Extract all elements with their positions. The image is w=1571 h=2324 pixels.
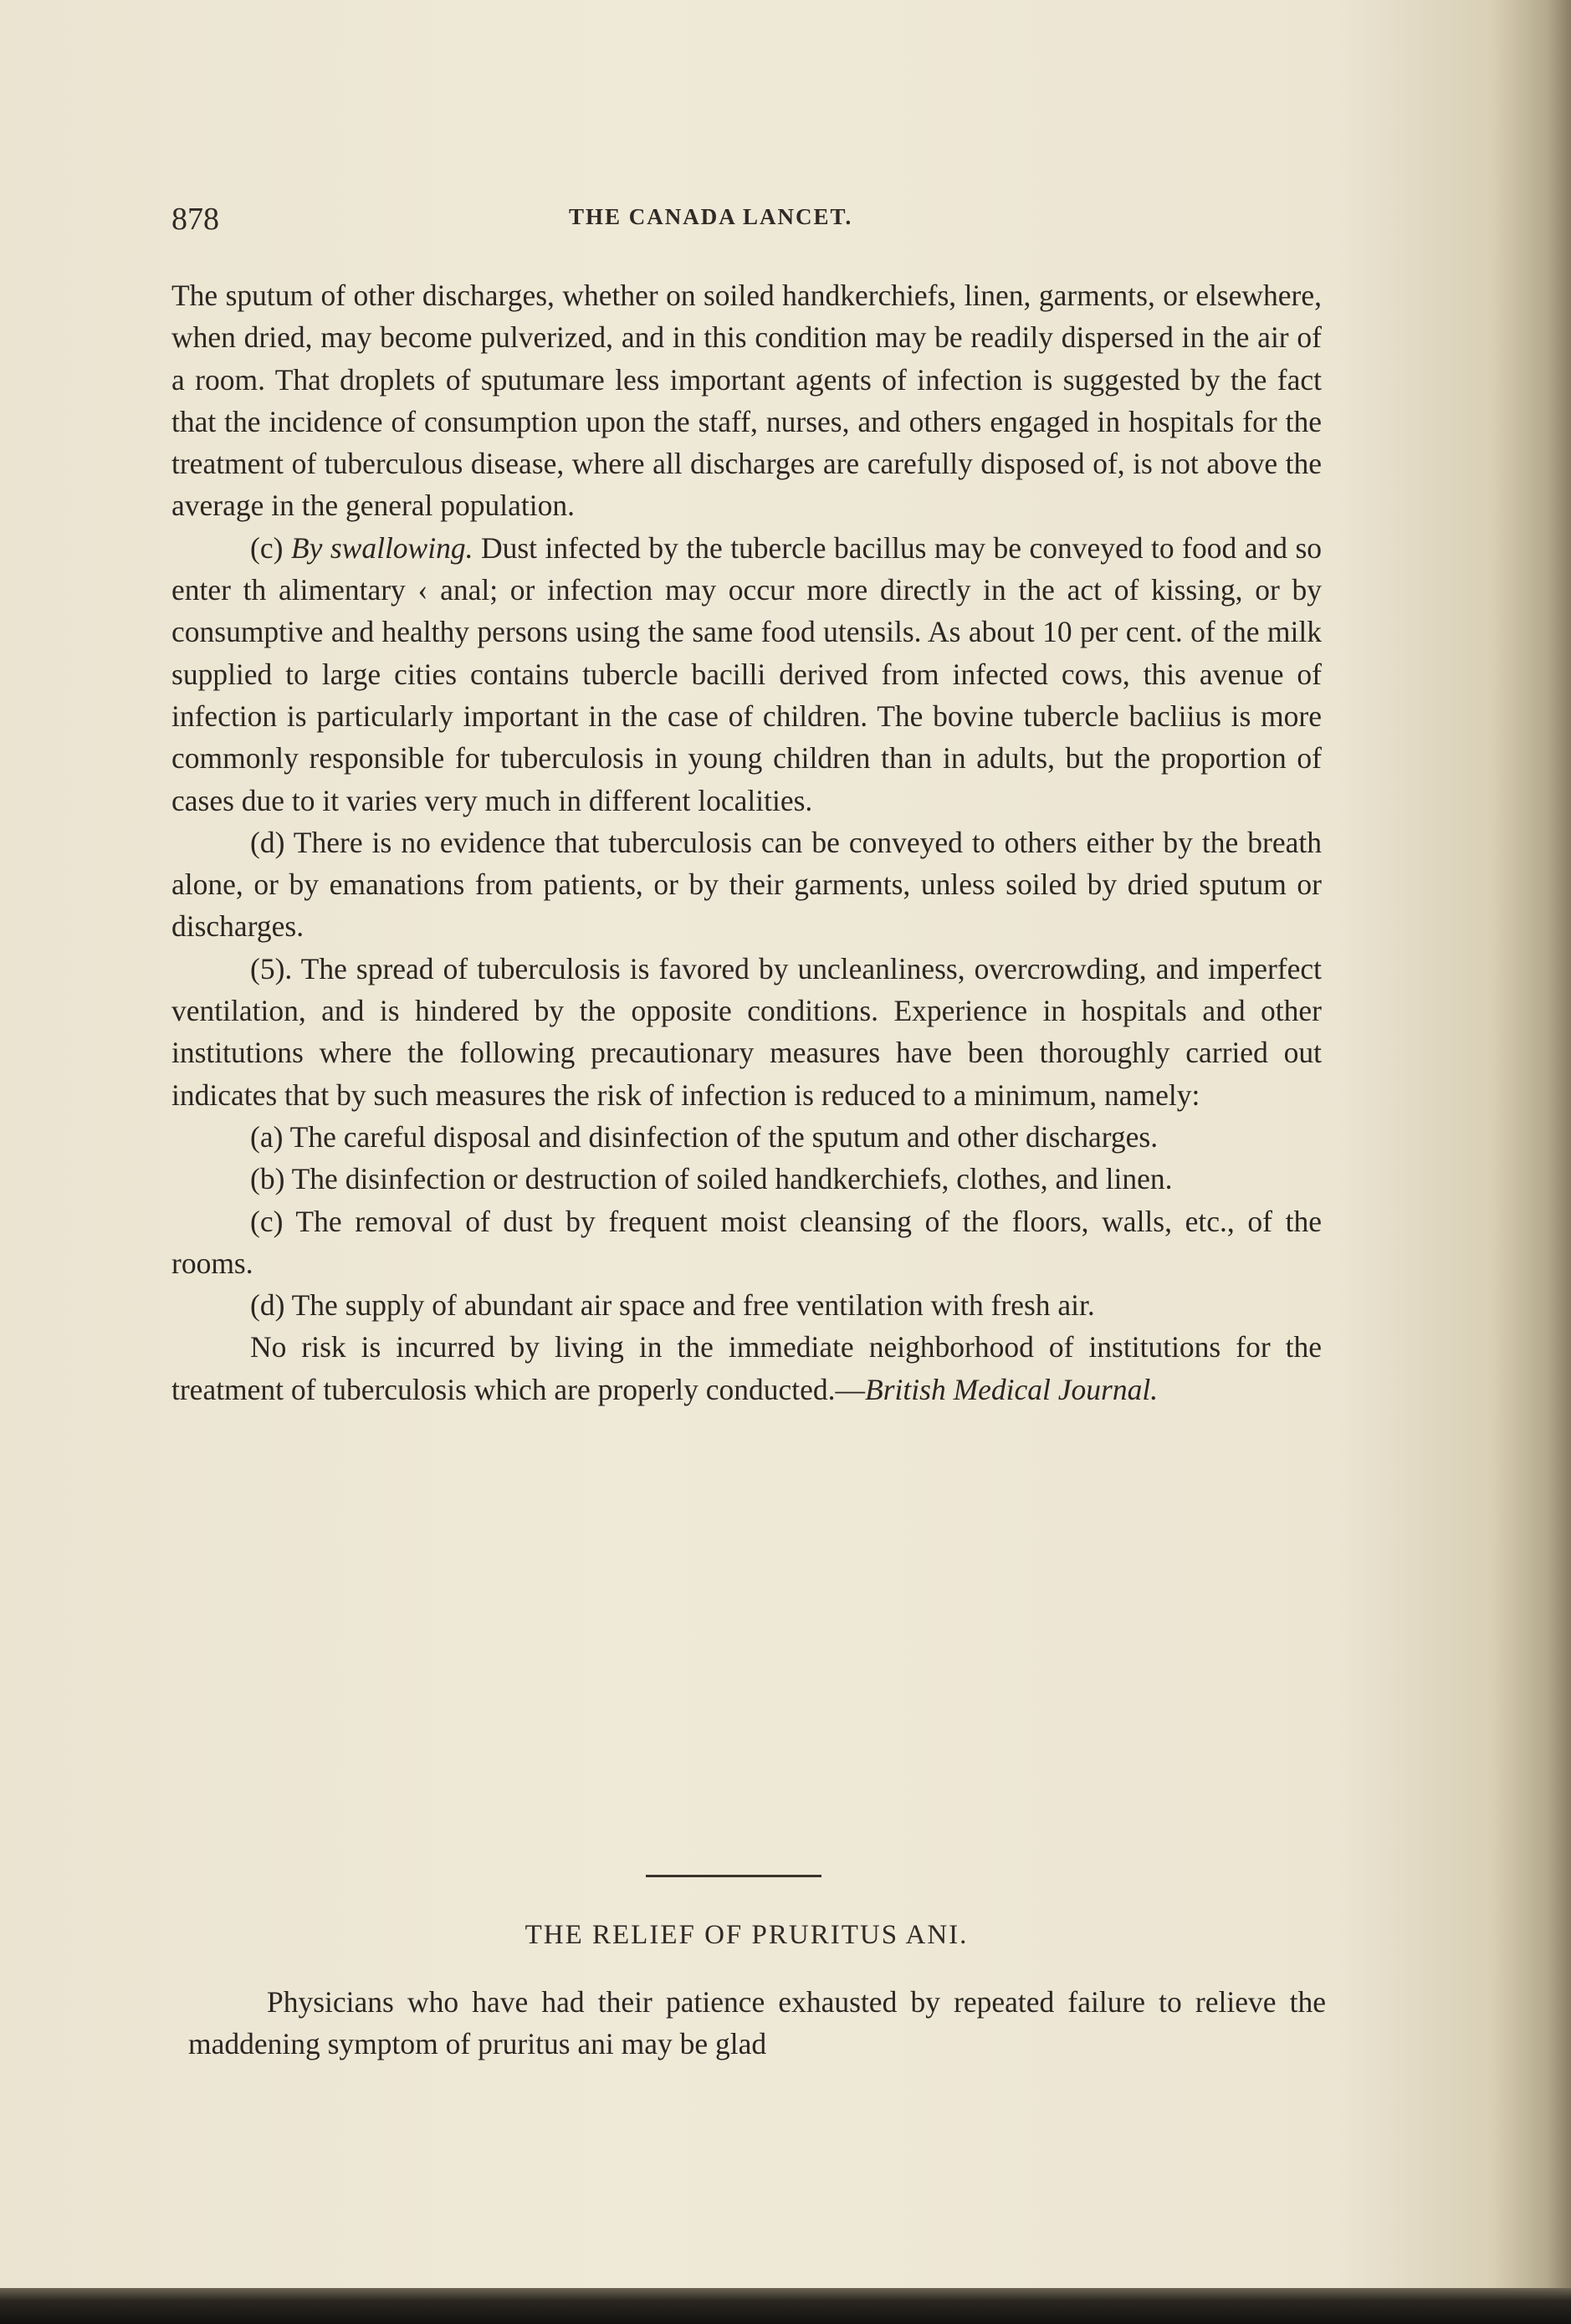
page-bottom-edge <box>0 2288 1571 2324</box>
list-item-disposal: (a) The careful disposal and disinfection of the sputum and other discharges. <box>250 1119 1159 1154</box>
page-number: 878 <box>171 202 219 237</box>
paragraph-physicians: Physicians who have had their patience exhausted by repeated failure to relieve the maddening symptom of pruritus ani may be glad <box>188 1985 1326 2061</box>
paragraph-label: (c) <box>250 530 291 565</box>
list-item-disinfection: (b) The disinfection or destruction of soiled handkerchiefs, clothes, and linen. <box>250 1162 1173 1196</box>
paragraph-text: No risk is incurred by living in the immediate neighborhood of institutions for the treatment of tuberculosis which are properly conducted.— <box>171 1330 1322 1406</box>
list-item-air-supply: (d) The supply of abundant air space and free ventilation with fresh air. <box>250 1288 1095 1323</box>
paragraph-by-swallowing <box>171 527 1322 822</box>
section-divider <box>646 1875 821 1877</box>
paragraph-text: Dust infected by the tubercle bacillus may be conveyed to food and so enter th alimentary ‹ anal; or infection may occur more directly in the act of kissing, or by consumptive and healthy persons using the same food utensils. As about 10 per cent. of the milk supplied to large cities contains tubercle bacilli derived from infected cows, this avenue of infection is particularly important in the case of children. The bovine tubercle bacliius is more commonly responsible for tuberculosis in young children than in adults, but the proportion of cases due to it varies very much in different localities. <box>171 530 1323 817</box>
page-header <box>171 201 1326 243</box>
paragraph-sputum-discharges: The sputum of other discharges, whether on soiled handkerchiefs, linen, garments, or elsewhere, when dried, may become pulverized, and in this condition may be readily dispersed in the air of a room. That droplets of sputumare less important agents of infection is suggested by the fact that the incidence of consumption upon the staff, nurses, and others engaged in hospitals for the treatment of tuberculous disease, where all discharges are carefully disposed of, is not above the average in the general population. <box>171 279 1322 523</box>
source-citation: British Medical Journal. <box>865 1372 1159 1406</box>
paragraph-no-evidence: (d) There is no evidence that tuberculosis can be conveyed to others either by the breath alone, or by emanations from patients, or by their garments, unless soiled by dried sputum or discharges. <box>171 825 1322 944</box>
article-title: THE RELIEF OF PRURITUS ANI. <box>525 1920 969 1950</box>
running-title: THE CANADA LANCET. <box>569 204 853 229</box>
paragraph-no-risk <box>171 1326 1322 1410</box>
subheading-by-swallowing: By swallowing. <box>290 530 473 565</box>
paragraph-spread-of-tuberculosis: (5). The spread of tuberculosis is favored by uncleanliness, overcrowding, and imperfect ventilation, and is hindered by the opposite conditions. Experience in hospitals and other institutions where the following precautionary measures have been thoroughly carried out indicates that by such measures the risk of infection is reduced to a minimum, namely: <box>171 951 1322 1112</box>
next-article-body <box>188 1981 1326 2065</box>
list-item-dust-removal: (c) The removal of dust by frequent moist cleansing of the floors, walls, etc., of the rooms. <box>171 1204 1322 1280</box>
article-body <box>171 274 1322 1410</box>
